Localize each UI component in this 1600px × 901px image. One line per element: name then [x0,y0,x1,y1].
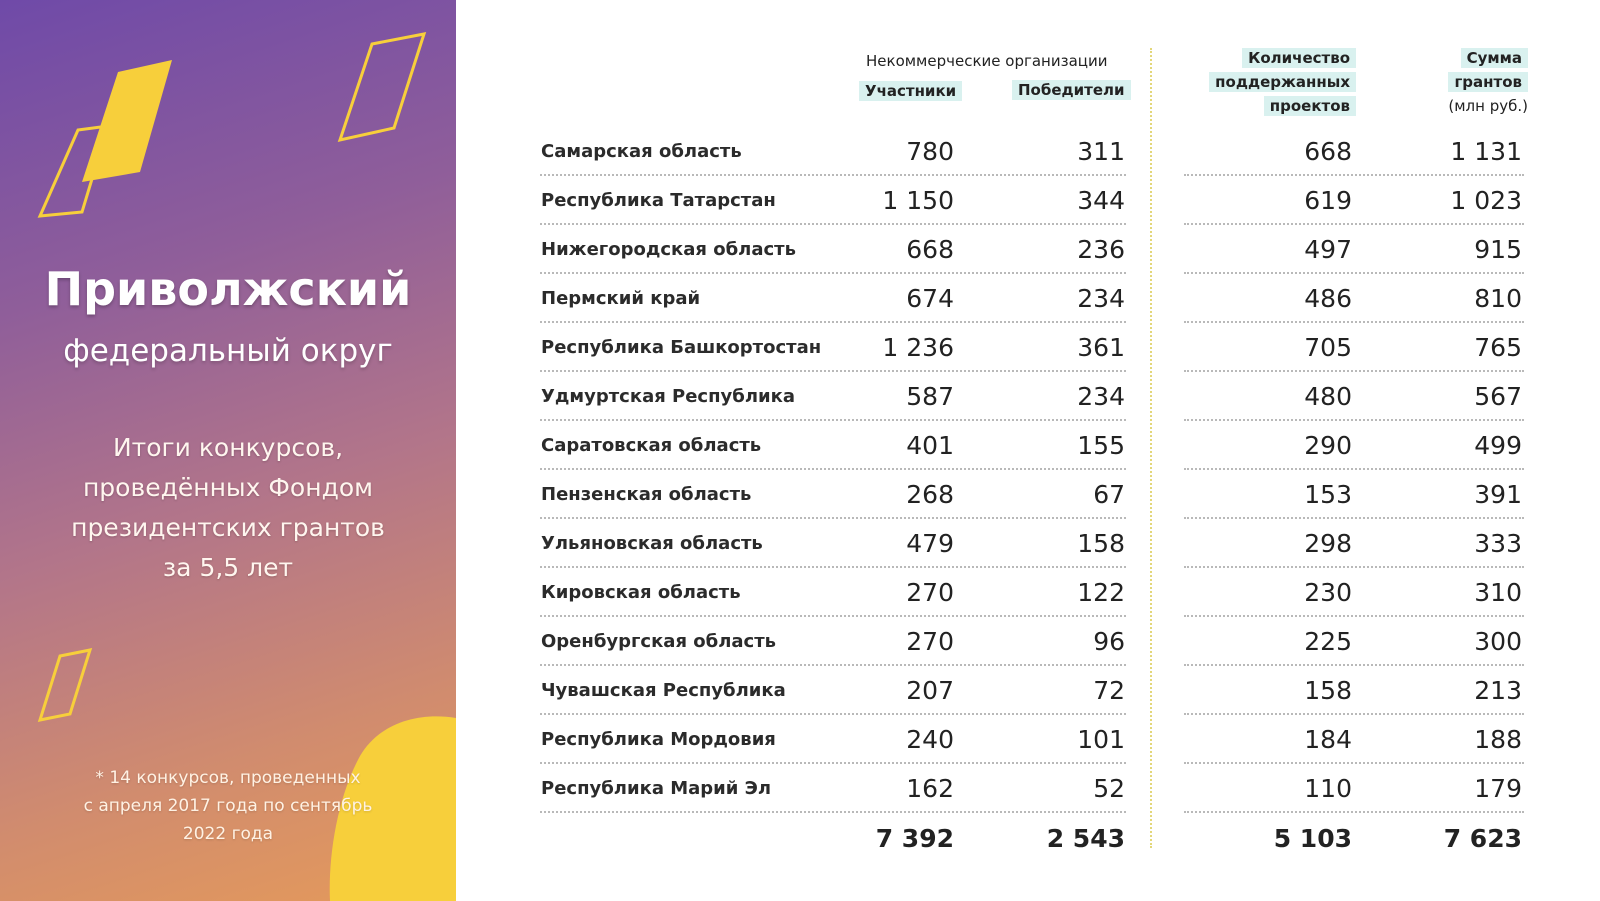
winners-value: 344 [1077,186,1125,215]
footnote-line: 2022 года [182,824,274,844]
table-row [0,176,1600,225]
projects-value: 225 [1304,627,1352,656]
winners-value: 234 [1077,382,1125,411]
footnote-line: с апреля 2017 года по сентябрь [83,796,373,816]
region-name: Республика Мордовия [541,729,776,750]
region-name: Республика Марий Эл [541,778,772,799]
table-row [0,568,1600,617]
region-name: Республика Татарстан [541,190,776,211]
total-participants: 7 392 [875,824,954,853]
winners-value: 234 [1077,284,1125,313]
winners-value: 101 [1077,725,1125,754]
participants-value: 162 [906,774,954,803]
grants-value: 567 [1474,382,1522,411]
participants-value: 780 [906,137,954,166]
grants-value: 915 [1474,235,1522,264]
table-row [0,372,1600,421]
row-rule [540,811,1126,813]
projects-value: 298 [1304,529,1352,558]
participants-value: 270 [906,627,954,656]
region-name: Пензенская область [541,484,752,505]
winners-value: 96 [1093,627,1125,656]
participants-value: 270 [906,578,954,607]
totals-row [0,814,1600,863]
participants-value: 479 [906,529,954,558]
projects-value: 497 [1304,235,1352,264]
table-row [0,274,1600,323]
winners-value: 155 [1077,431,1125,460]
summary-line: за 5,5 лет [162,553,294,582]
projects-value: 230 [1304,578,1352,607]
table-row [0,715,1600,764]
column-header-projects: Количество поддержанных проектов [1196,46,1356,118]
grants-value: 188 [1474,725,1522,754]
total-projects: 5 103 [1273,824,1352,853]
summary-line: президентских грантов [71,513,385,542]
winners-value: 52 [1093,774,1125,803]
grants-value: 333 [1474,529,1522,558]
table-row [0,519,1600,568]
participants-value: 207 [906,676,954,705]
table-row [0,617,1600,666]
winners-value: 361 [1077,333,1125,362]
participants-value: 1 236 [882,333,954,362]
region-name: Ульяновская область [541,533,763,554]
projects-value: 705 [1304,333,1352,362]
grants-value: 1 023 [1450,186,1522,215]
winners-value: 158 [1077,529,1125,558]
row-rule [1184,811,1524,813]
total-winners: 2 543 [1046,824,1125,853]
participants-value: 587 [906,382,954,411]
column-header-winners: Победители [1012,81,1131,99]
region-name: Нижегородская область [541,239,796,260]
grants-value: 310 [1474,578,1522,607]
grants-value: 300 [1474,627,1522,656]
table-row [0,323,1600,372]
winners-value: 72 [1093,676,1125,705]
region-name: Саратовская область [541,435,762,456]
projects-value: 486 [1304,284,1352,313]
table-row [0,225,1600,274]
region-name: Удмуртская Республика [541,386,796,407]
region-name: Чувашская Республика [541,680,786,701]
participants-value: 240 [906,725,954,754]
column-header-grants: Сумма грантов (млн руб.) [1448,49,1528,115]
grants-value: 499 [1474,431,1522,460]
region-name: Кировская область [541,582,741,603]
table-row [0,666,1600,715]
region-name: Оренбургская область [541,631,777,652]
winners-value: 236 [1077,235,1125,264]
grants-value: 391 [1474,480,1522,509]
summary-line: Итоги конкурсов, [112,433,344,462]
participants-value: 1 150 [882,186,954,215]
grants-value: 213 [1474,676,1522,705]
winners-value: 122 [1077,578,1125,607]
projects-value: 619 [1304,186,1352,215]
region-name: Самарская область [541,141,742,162]
grants-value: 765 [1474,333,1522,362]
table-row [0,127,1600,176]
summary-line: проведённых Фондом [82,473,374,502]
table-row [0,421,1600,470]
participants-value: 668 [906,235,954,264]
projects-value: 668 [1304,137,1352,166]
region-title: Приволжский [44,262,412,316]
grants-value: 1 131 [1450,137,1522,166]
projects-value: 480 [1304,382,1352,411]
projects-value: 110 [1304,774,1352,803]
grants-value: 179 [1474,774,1522,803]
winners-value: 67 [1093,480,1125,509]
total-grants: 7 623 [1443,824,1522,853]
region-subtitle: федеральный округ [63,333,393,369]
participants-value: 268 [906,480,954,509]
winners-value: 311 [1077,137,1125,166]
projects-value: 158 [1304,676,1352,705]
region-name: Республика Башкортостан [541,337,822,358]
footnote-line: * 14 конкурсов, проведенных [95,768,361,788]
projects-value: 184 [1304,725,1352,754]
region-name: Пермский край [541,288,701,309]
grants-value: 810 [1474,284,1522,313]
group-header-nko: Некоммерческие организации [866,52,1108,70]
projects-value: 153 [1304,480,1352,509]
participants-value: 674 [906,284,954,313]
projects-value: 290 [1304,431,1352,460]
participants-value: 401 [906,431,954,460]
table-row [0,764,1600,813]
column-header-participants: Участники [859,82,962,100]
leaf-outline-top-right-icon [340,34,424,140]
table-row [0,470,1600,519]
